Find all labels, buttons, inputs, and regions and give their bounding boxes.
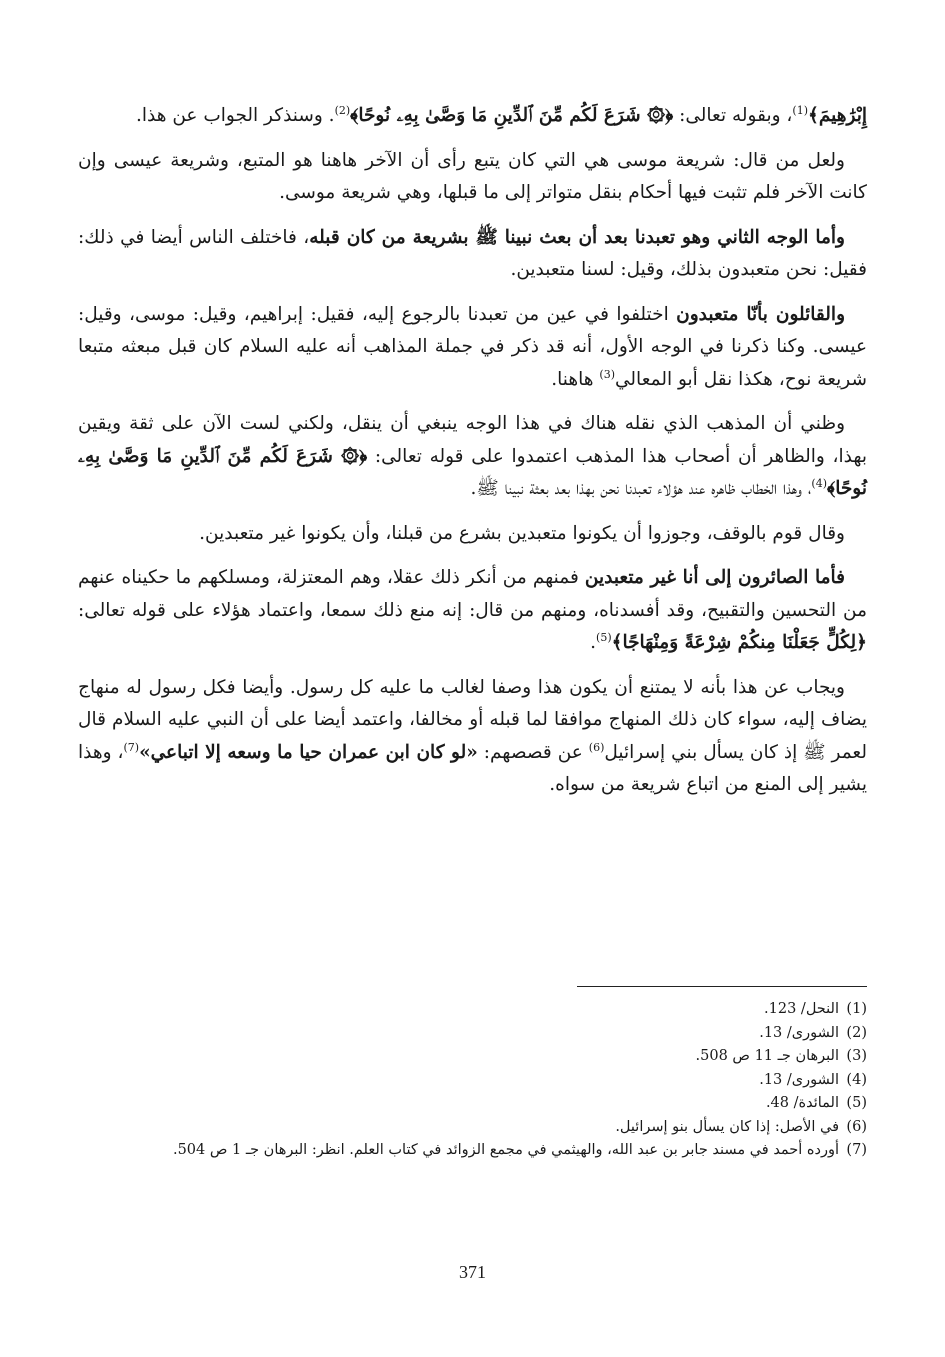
footnote-text: أورده أحمد في مسند جابر بن عبد الله، والهيثمي في مجمع الزوائد في كتاب العلم. انظر: البرهان جـ 1 ص 504. (172, 1142, 839, 1158)
footnote (77, 998, 867, 1022)
bold-text: فأما الصائرون إلى أنا غير متعبدين (584, 567, 846, 588)
footnotes (77, 998, 867, 1163)
footnote-ref: (7) (123, 740, 140, 754)
paragraph (78, 299, 867, 397)
text-segment: اختلفوا في عين من تعبدنا بالرجوع إليه، فقيل: إبراهيم، وقيل: موسى، وقيل: عيسى. وكنا ذكرنا في الوجه الأول، أنه قد ذكر في جملة المذاهب أنه عليه السلام كان قبل مبعثه متبعا شريعة نوح، هكذا نقل أبو المعالي (78, 303, 867, 390)
text-segment: وظني أن المذهب الذي نقله هناك في هذا الوجه ينبغي أن ينقل، ولكني لست الآن على ثقة ويقين بهذا، والظاهر أن أصحاب هذا المذهب اعتمدوا على قوله تعالى: (78, 413, 867, 467)
paragraph (78, 222, 867, 287)
footnote-number: (2) (846, 1024, 867, 1041)
footnote-text: في الأصل: إذا كان يسأل بنو إسرائيل. (615, 1118, 839, 1135)
footnote-ref: (6) (588, 740, 605, 754)
paragraph (78, 100, 867, 133)
bold-text: «لو كان ابن عمران حيا ما وسعه إلا اتباعي» (139, 741, 478, 763)
text-segment: ، وبقوله تعالى: (673, 105, 793, 126)
text-segment: . وسنذكر الجواب عن هذا. (135, 105, 335, 126)
footnote-text: المائدة/ 48. (765, 1095, 839, 1111)
main-text (78, 100, 867, 802)
footnote-ref: (3) (599, 367, 615, 381)
footnote-number: (3) (846, 1048, 867, 1064)
bold-text: والقائلون بأنّا متعبدون (676, 303, 846, 325)
text-segment: هاهنا. (551, 368, 600, 390)
footnote-number: (7) (846, 1142, 867, 1158)
footnote (77, 1139, 867, 1163)
paragraph (78, 672, 867, 802)
quran-verse: إِبْرَٰهِيمَ﴾ (808, 105, 867, 126)
text-segment: . (590, 632, 597, 653)
text-segment: ، فاختلف الناس أيضا في ذلك: فقيل: نحن متعبدون بذلك، وقيل: لسنا متعبدين. (78, 226, 867, 280)
footnote (77, 1045, 867, 1069)
text-segment: وقال قوم بالوقف، وجوزوا أن يكونوا متعبدين بشرع من قبلنا، وأن يكونوا غير متعبدين. (199, 522, 845, 544)
text-segment: ، وهذا يشير إلى المنع من اتباع شريعة من سواه. (78, 741, 867, 795)
footnote-text: النحل/ 123. (764, 1001, 839, 1017)
quran-verse: ﴿لِكُلٍّ جَعَلْنَا مِنكُمْ شِرْعَةً وَمِنْهَاجًا﴾ (611, 632, 867, 653)
page-number: 371 (459, 1262, 486, 1282)
footnote-text: البرهان جـ 11 ص 508. (695, 1048, 839, 1064)
text-segment: ، وهذا الخطاب ظاهره عند هؤلاء تعبدنا نحن بهذا بعد بعثة نبينا ﷺ. (470, 478, 812, 499)
paragraph (78, 408, 867, 506)
footnote-ref: (5) (596, 630, 612, 644)
footnote (77, 1092, 867, 1116)
quran-verse: ﴿۞ شَرَعَ لَكُم مِّنَ ٱلدِّينِ مَا وَصَّىٰ بِهِۦ نُوحًا﴾ (350, 105, 674, 126)
footnote-text: الشورى/ 13. (759, 1071, 839, 1088)
footnote-ref: (2) (334, 103, 351, 117)
text-segment: ويجاب عن هذا بأنه لا يمتنع أن يكون هذا وصفا لغالب ما عليه كل رسول. وأيضا فكل رسول له منهاج يضاف إليه، سواء كان ذلك المنهاج موافقا لما قبله أو مخالفا، واعتمد أيضا على أن النبي عليه السلام قال لعمر ﷺ إذ كان يسأل بني إسرائيل (78, 676, 867, 763)
paragraph (78, 145, 867, 210)
footnote-number: (6) (846, 1118, 867, 1135)
footnote-number: (4) (846, 1071, 867, 1088)
footnote-number: (5) (846, 1095, 867, 1111)
footnote-separator (577, 986, 867, 987)
footnote (77, 1022, 867, 1046)
bold-text: وأما الوجه الثاني وهو تعبدنا بعد أن بعث نبينا ﷺ بشريعة من كان قبله (309, 226, 845, 248)
text-segment: فمنهم من أنكر ذلك عقلا، وهم المعتزلة، ومسلكهم ما حكيناه عنهم من التحسين والتقبيح، وقد أفسدناه، ومنهم من قال: إنه منع ذلك سمعا، واعتماد هؤلاء على قوله تعالى: (78, 567, 867, 621)
footnote (77, 1116, 867, 1140)
paragraph (78, 518, 867, 551)
text-segment: ولعل من قال: شريعة موسى هي التي كان يتبع رأى أن الآخر هاهنا هو المتبع، وشريعة عيسى وإن كانت الآخر فلم تثبت فيها أحكام بنقل متواتر إلى ما قبلها، وهي شريعة موسى. (78, 149, 867, 203)
paragraph (78, 562, 867, 660)
footnote-text: الشورى/ 13. (759, 1024, 839, 1041)
footnote-ref: (1) (792, 103, 808, 117)
footnote-ref: (4) (811, 476, 828, 490)
quran-verse: ﴿۞ شَرَعَ لَكُم مِّنَ ٱلدِّينِ مَا وَصَّىٰ بِهِۦ نُوحًا﴾ (78, 445, 867, 499)
footnote (77, 1069, 867, 1093)
text-segment: عن قصصهم: (477, 741, 589, 763)
footnote-number: (1) (846, 1001, 867, 1017)
